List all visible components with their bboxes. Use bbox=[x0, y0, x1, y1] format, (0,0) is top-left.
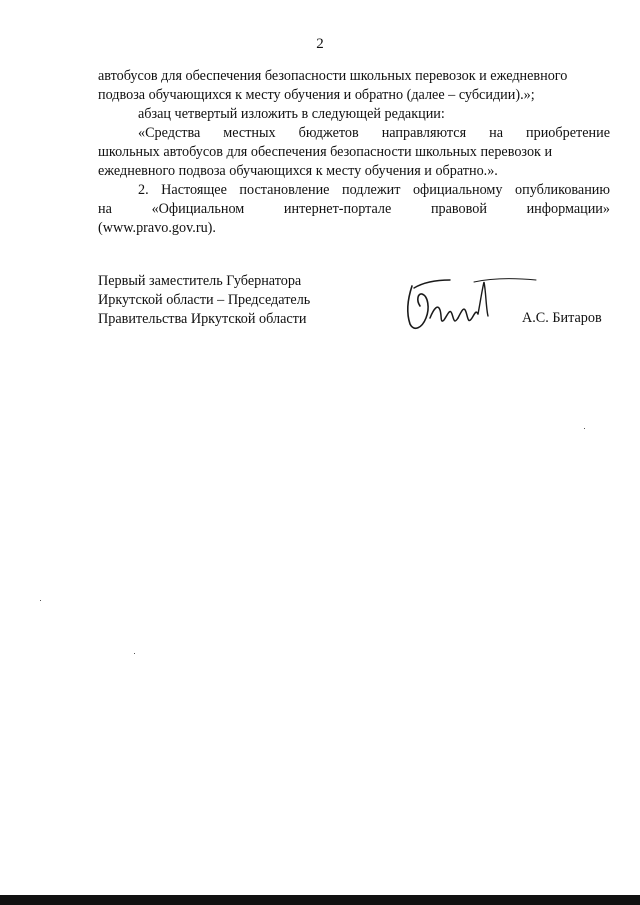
signer-position-line-1: Первый заместитель Губернатора bbox=[98, 273, 302, 289]
scan-bottom-edge bbox=[0, 895, 640, 905]
body-line-p4-1: 2. Настоящее постановление подлежит официальному опубликованию bbox=[138, 182, 610, 198]
body-line-p4-2: на «Официальном интернет-портале правовой информации» bbox=[98, 201, 610, 217]
scan-speck bbox=[134, 653, 135, 654]
page-number: 2 bbox=[316, 36, 324, 52]
scan-speck bbox=[584, 428, 585, 429]
scan-speck bbox=[40, 600, 41, 601]
signer-name: А.С. Битаров bbox=[522, 310, 602, 326]
body-line-p1-2: подвоза обучающихся к месту обучения и обратно (далее – субсидии).»; bbox=[98, 87, 535, 103]
body-line-p3-1: «Средства местных бюджетов направляются на приобретение bbox=[138, 125, 610, 141]
body-line-p3-3: ежедневного подвоза обучающихся к месту обучения и обратно.». bbox=[98, 163, 498, 179]
body-line-p1-1: автобусов для обеспечения безопасности школьных перевозок и ежедневного bbox=[98, 68, 568, 84]
body-line-p4-3: (www.pravo.gov.ru). bbox=[98, 220, 216, 236]
body-line-p2-1: абзац четвертый изложить в следующей редакции: bbox=[138, 106, 445, 122]
signer-position-line-3: Правительства Иркутской области bbox=[98, 311, 307, 327]
handwritten-signature-icon bbox=[400, 268, 540, 338]
signer-position-line-2: Иркутской области – Председатель bbox=[98, 292, 311, 308]
body-line-p3-2: школьных автобусов для обеспечения безопасности школьных перевозок и bbox=[98, 144, 553, 160]
